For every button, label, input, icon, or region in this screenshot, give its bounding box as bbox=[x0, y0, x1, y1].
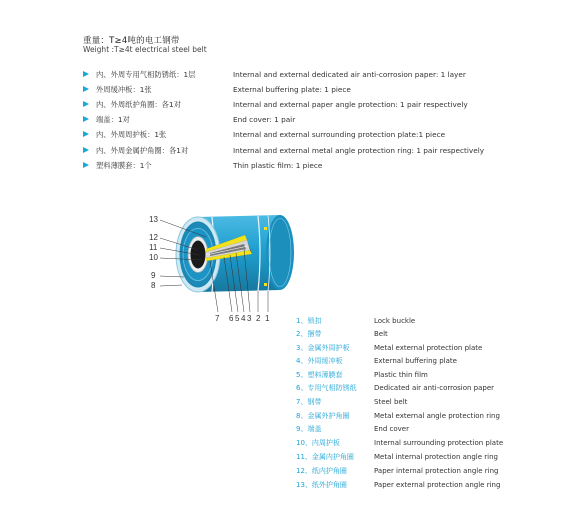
legend-item bbox=[296, 382, 495, 395]
legend-item bbox=[296, 355, 457, 368]
legend-en: Internal surrounding protection plate bbox=[374, 439, 504, 447]
bullet-arrow-icon bbox=[83, 162, 89, 168]
legend-cn: 8、金属外护角圈 bbox=[296, 412, 350, 420]
coil-packaging-diagram bbox=[140, 205, 310, 325]
legend-en: Paper external protection angle ring bbox=[374, 481, 501, 489]
legend-en: Dedicated air anti-corrosion paper bbox=[374, 384, 495, 392]
bullet-arrow-icon bbox=[83, 86, 89, 92]
callout-6: 6 bbox=[229, 314, 234, 323]
spec-item bbox=[83, 69, 466, 81]
spec-cn: 内、外周专用气相防锈纸：1层 bbox=[96, 70, 196, 79]
spec-cn: 塑料薄膜套：1个 bbox=[96, 161, 152, 170]
title-english: Weight :T≥4t electrical steel belt bbox=[83, 45, 207, 54]
spec-en: Internal and external dedicated air anti-corrosion paper: 1 layer bbox=[233, 70, 466, 79]
legend-cn: 2、捆带 bbox=[296, 330, 322, 338]
legend-cn: 7、钢带 bbox=[296, 398, 322, 406]
callout-3: 3 bbox=[247, 314, 252, 323]
legend-cn: 6、专用气相防锈纸 bbox=[296, 384, 357, 392]
callout-9: 9 bbox=[151, 271, 156, 280]
legend-item bbox=[296, 328, 388, 341]
legend-cn: 13、纸外护角圈 bbox=[296, 481, 347, 489]
legend-cn: 11、金属内护角圈 bbox=[296, 453, 354, 461]
spec-item bbox=[83, 114, 296, 126]
legend-en: End cover bbox=[374, 425, 409, 433]
callout-13: 13 bbox=[149, 215, 158, 224]
legend-en: Lock buckle bbox=[374, 317, 416, 325]
callout-2: 2 bbox=[256, 314, 261, 323]
spec-cn: 端盖：1对 bbox=[96, 115, 130, 124]
legend-item bbox=[296, 423, 409, 436]
spec-cn: 外周缓冲板：1张 bbox=[96, 85, 152, 94]
spec-cn: 内、外周金属护角圈：各1对 bbox=[96, 146, 189, 155]
legend-item bbox=[296, 342, 483, 355]
spec-cn: 内、外周纸护角圈：各1对 bbox=[96, 100, 181, 109]
callout-7: 7 bbox=[215, 314, 220, 323]
bullet-arrow-icon bbox=[83, 101, 89, 107]
legend-item bbox=[296, 479, 501, 492]
legend-en: Plastic thin film bbox=[374, 371, 428, 379]
title-chinese: 重量：T≥4吨的电工钢带 bbox=[83, 36, 180, 46]
spec-item bbox=[83, 129, 446, 141]
callout-1: 1 bbox=[265, 314, 270, 323]
spec-item bbox=[83, 160, 323, 172]
callout-11: 11 bbox=[149, 243, 158, 252]
legend-item bbox=[296, 410, 500, 423]
bullet-arrow-icon bbox=[83, 116, 89, 122]
legend-en: Belt bbox=[374, 330, 388, 338]
legend-item bbox=[296, 315, 416, 328]
spec-en: Thin plastic film: 1 piece bbox=[233, 161, 323, 170]
spec-en: Internal and external surrounding protection plate:1 piece bbox=[233, 130, 446, 139]
legend-cn: 3、金属外周护板 bbox=[296, 344, 350, 352]
legend-item bbox=[296, 451, 498, 464]
legend-cn: 10、内周护板 bbox=[296, 439, 340, 447]
spec-en: End cover: 1 pair bbox=[233, 115, 296, 124]
spec-cn: 内、外周周护板：1张 bbox=[96, 130, 167, 139]
legend-en: Paper internal protection angle ring bbox=[374, 467, 499, 475]
callout-8: 8 bbox=[151, 281, 156, 290]
spec-en: Internal and external metal angle protection ring: 1 pair respectively bbox=[233, 146, 485, 155]
spec-item bbox=[83, 145, 485, 157]
legend-en: Metal internal protection angle ring bbox=[374, 453, 498, 461]
callout-10: 10 bbox=[149, 253, 158, 262]
bullet-arrow-icon bbox=[83, 131, 89, 137]
legend-cn: 12、纸内护角圈 bbox=[296, 467, 347, 475]
callout-5: 5 bbox=[235, 314, 240, 323]
bullet-arrow-icon bbox=[83, 147, 89, 153]
callout-4: 4 bbox=[241, 314, 246, 323]
spec-item bbox=[83, 84, 351, 96]
legend-cn: 9、端盖 bbox=[296, 425, 322, 433]
legend-item bbox=[296, 369, 428, 382]
legend-item bbox=[296, 396, 408, 409]
legend-item bbox=[296, 465, 499, 478]
callout-12: 12 bbox=[149, 233, 158, 242]
legend-en: Metal external angle protection ring bbox=[374, 412, 500, 420]
legend-item bbox=[296, 437, 504, 450]
coil-body bbox=[176, 215, 294, 292]
legend-en: External buffering plate bbox=[374, 357, 457, 365]
bullet-arrow-icon bbox=[83, 71, 89, 77]
spec-en: External buffering plate: 1 piece bbox=[233, 85, 351, 94]
legend-en: Metal external protection plate bbox=[374, 344, 483, 352]
legend-cn: 4、外周缓冲板 bbox=[296, 357, 343, 365]
spec-en: Internal and external paper angle protection: 1 pair respectively bbox=[233, 100, 468, 109]
legend-cn: 1、锁扣 bbox=[296, 317, 322, 325]
legend-en: Steel belt bbox=[374, 398, 408, 406]
spec-item bbox=[83, 99, 468, 111]
legend-cn: 5、塑料薄膜套 bbox=[296, 371, 343, 379]
